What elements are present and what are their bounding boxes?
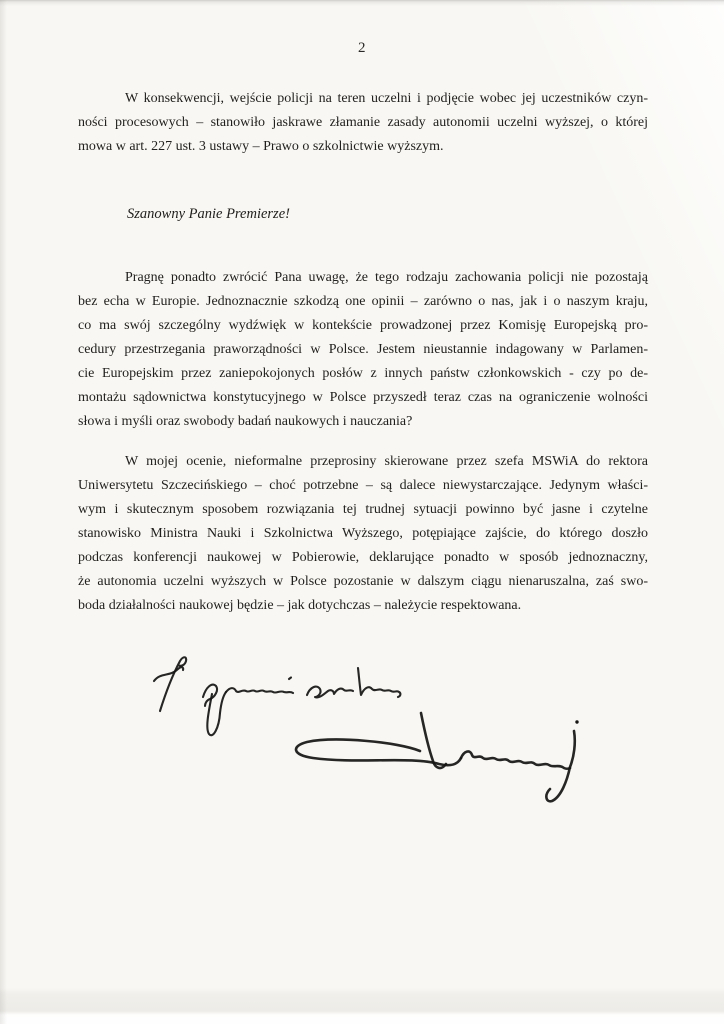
paragraph-1	[78, 87, 648, 159]
text-line: boda działalności naukowej będzie – jak dotychczas – należycie respektowana.	[78, 598, 522, 613]
text-line: bez echa w Europie. Jednoznacznie szkodzą one opinii – zarówno o nas, jak i o naszym kraju,	[78, 294, 648, 309]
page-number: 2	[358, 40, 366, 56]
text-line: podczas konferencji naukowej w Pobierowie, deklarujące ponadto w sposób jednoznaczny,	[78, 550, 648, 565]
paragraph-2	[78, 266, 648, 434]
text-line: słowa i myśli oraz swobody badań naukowych i nauczania?	[78, 414, 413, 429]
salutation-line: Szanowny Panie Premierze!	[127, 206, 290, 222]
text-line: ności procesowych – stanowiło jaskrawe złamanie zasady autonomii uczelni wyższej, o której	[78, 115, 648, 130]
text-line: W konsekwencji, wejście policji na teren uczelni i podjęcie wobec jej uczestników czyn-	[125, 91, 648, 106]
text-line: wym i skutecznym sposobem rozwiązania tej trudnej sytuacji powinno być jasne i czytelne	[78, 502, 648, 517]
text-line: montażu sądownictwa konstytucyjnego w Polsce przyszedł teraz czas na ograniczenie wolności	[78, 390, 648, 405]
closing-handwriting	[140, 645, 610, 820]
signature-scribble	[296, 713, 579, 801]
text-line: mowa w art. 227 ust. 3 ustawy – Prawo o szkolnictwie wyższym.	[78, 139, 444, 154]
paragraph-3	[78, 450, 648, 618]
text-line: cedury przestrzegania praworządności w Polsce. Jestem nieustannie indagowany w Parlamen-	[78, 342, 648, 357]
handwritten-wyrazami	[203, 678, 293, 736]
handwritten-z	[154, 657, 186, 711]
text-line: co ma swój szczególny wydźwięk w kontekście prowadzonej przez Komisję Europejską pro-	[78, 318, 648, 333]
text-line: cie Europejskim przez zaniepokojonych posłów z innych państw członkowskich - czy po de-	[78, 366, 648, 381]
text-line: Pragnę ponadto zwrócić Pana uwagę, że tego rodzaju zachowania policji nie pozostają	[125, 270, 648, 285]
text-line: że autonomia uczelni wyższych w Polsce pozostanie w dalszym ciągu nienaruszalna, zaś swo-	[78, 574, 648, 589]
text-line: stanowisko Ministra Nauki i Szkolnictwa Wyższego, potępiające zajście, do którego doszło	[78, 526, 648, 541]
text-line: Uniwersytetu Szczecińskiego – choć potrzebne – są dalece niewystarczające. Jedynym właści-	[78, 478, 648, 493]
handwritten-szacunku	[307, 668, 400, 697]
text-line: W mojej ocenie, nieformalne przeprosiny skierowane przez szefa MSWiA do rektora	[125, 454, 648, 469]
